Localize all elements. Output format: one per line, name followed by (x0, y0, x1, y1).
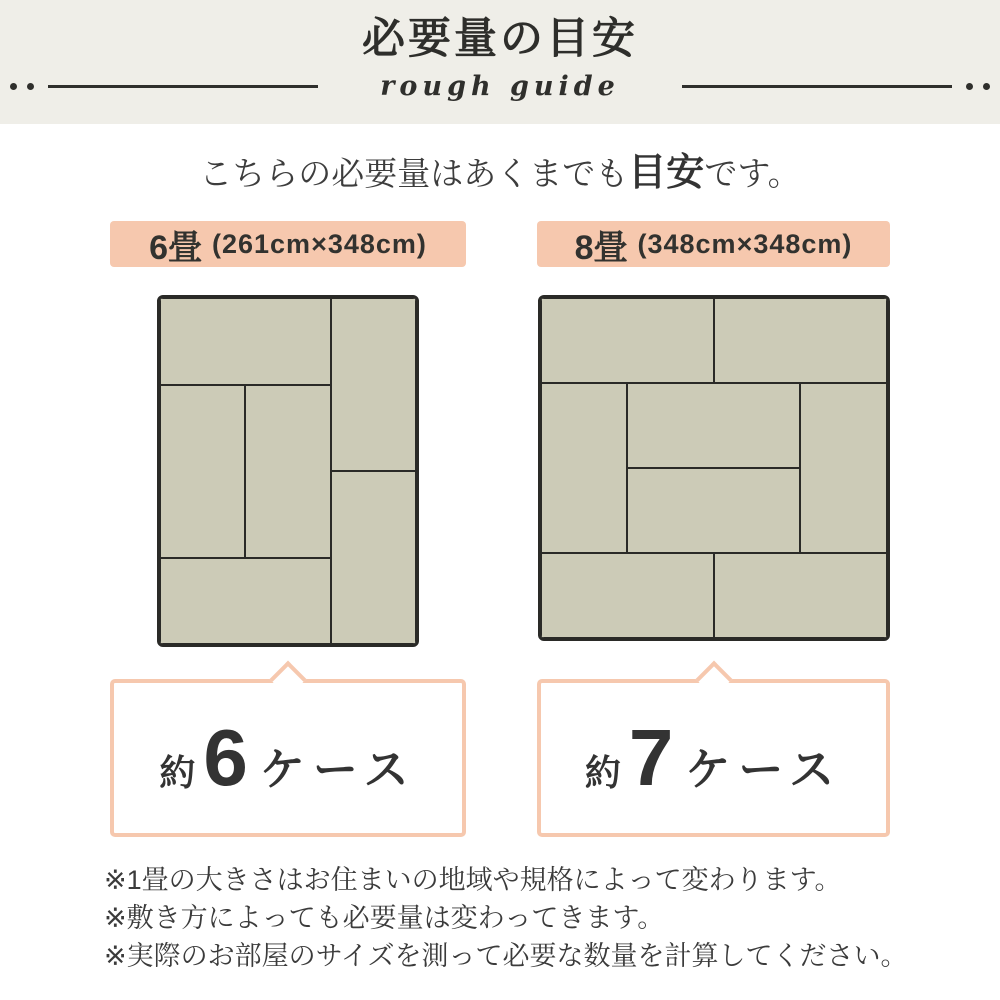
floorplan-8jo (538, 295, 890, 641)
case-callout-8jo (537, 679, 890, 837)
callout-notch (270, 661, 307, 698)
rule-dot (983, 83, 990, 90)
panel-6jo (110, 221, 466, 837)
floorplan-wrap-6jo (110, 295, 466, 647)
case-unit: ケース (685, 744, 843, 795)
rule-line (682, 85, 952, 88)
rule-dot (10, 83, 17, 90)
case-text (159, 713, 417, 802)
tatami-tile (245, 385, 330, 558)
size-dimensions: (348cm×348cm) (637, 228, 853, 259)
tatami-tile (160, 385, 245, 558)
panels-row (110, 221, 890, 837)
case-callout-6jo (110, 679, 466, 837)
tatami-tile (541, 298, 714, 383)
footnotes (104, 861, 1000, 975)
tatami-tile (800, 383, 887, 553)
size-label: 6畳 (149, 228, 202, 267)
floorplan-6jo (157, 295, 419, 647)
size-badge-6jo (110, 221, 466, 267)
tatami-tile (627, 383, 800, 468)
rule-dot (27, 83, 34, 90)
case-count: 6 (203, 713, 248, 802)
intro-sentence (0, 150, 1000, 197)
page-title: 必要量の目安 (362, 15, 638, 63)
script-subtitle: rough guide (380, 70, 620, 102)
case-text (584, 713, 843, 802)
tatami-tile (160, 558, 331, 645)
size-label: 8畳 (574, 228, 628, 267)
rule-dot (966, 83, 973, 90)
size-badge-8jo (537, 221, 890, 267)
footnote-line: ※1畳の大きさはお住まいの地域や規格によって変わります。 (104, 865, 842, 895)
intro-pre: こちらの必要量はあくまでも (199, 155, 629, 192)
tatami-tile (541, 553, 714, 638)
panel-8jo (537, 221, 890, 837)
intro-emphasis: 目安 (628, 152, 705, 194)
case-prefix: 約 (159, 752, 196, 793)
tatami-tile (160, 298, 331, 385)
case-count: 7 (628, 713, 674, 802)
tatami-tile (331, 298, 416, 471)
footnote-line: ※実際のお部屋のサイズを測って必要な数量を計算してください。 (104, 941, 908, 971)
tatami-tile (627, 468, 800, 553)
floorplan-wrap-8jo (537, 295, 890, 647)
header-band (0, 0, 1000, 124)
callout-notch (695, 661, 732, 698)
decorative-rule (0, 71, 1000, 101)
tatami-tile (714, 553, 887, 638)
tatami-tile (541, 383, 628, 553)
footnote-line: ※敷き方によっても必要量は変わってきます。 (104, 903, 665, 933)
case-prefix: 約 (584, 752, 621, 793)
intro-post: です。 (704, 155, 801, 192)
case-unit: ケース (259, 744, 417, 795)
tatami-tile (714, 298, 887, 383)
tatami-tile (331, 471, 416, 644)
size-dimensions: (261cm×348cm) (212, 228, 427, 259)
rule-line (48, 85, 318, 88)
